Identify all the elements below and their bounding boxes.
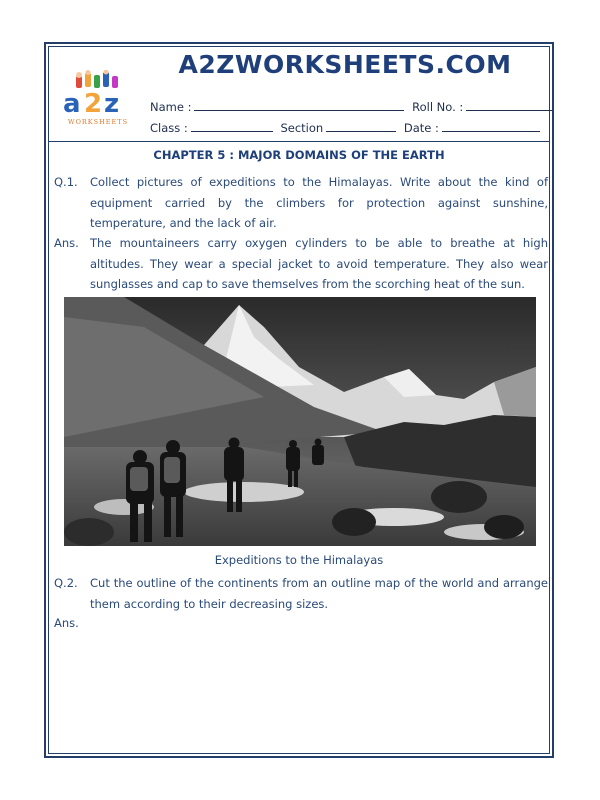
name-blank[interactable] — [194, 99, 404, 111]
name-roll-row — [150, 99, 556, 114]
name-label: Name : — [150, 100, 192, 114]
roll-blank[interactable] — [466, 99, 552, 111]
chapter-title: CHAPTER 5 : MAJOR DOMAINS OF THE EARTH — [153, 148, 445, 162]
svg-text:a: a — [63, 89, 81, 119]
question-1-label: Q.1. — [54, 175, 78, 189]
answer-1-text: The mountaineers carry oxygen cylinders to be able to breathe at high altitudes. They wear a special jacket to avoid temperature. They also wear sunglasses and cap to save themselves from the scorching heat of the sun. — [90, 236, 548, 291]
question-1 — [54, 172, 548, 234]
class-label: Class : — [150, 121, 188, 135]
svg-text:z: z — [104, 89, 120, 119]
question-2-text: Cut the outline of the continents from an outline map of the world and arrange them according to their decreasing sizes. — [90, 576, 548, 611]
section-blank[interactable] — [326, 120, 396, 132]
header-divider — [48, 141, 550, 142]
question-2 — [54, 573, 548, 614]
photo-caption: Expeditions to the Himalayas — [214, 553, 384, 567]
answer-1-label: Ans. — [54, 236, 79, 250]
svg-text:2: 2 — [84, 89, 103, 119]
svg-text:WORKSHEETS: WORKSHEETS — [67, 118, 129, 126]
himalaya-expedition-photo — [64, 297, 536, 546]
date-blank[interactable] — [442, 120, 540, 132]
site-title: A2ZWORKSHEETS.COM — [178, 50, 512, 79]
section-label: Section — [280, 121, 324, 135]
question-1-text: Collect pictures of expeditions to the Himalayas. Write about the kind of equipment carried by the climbers for protection against sunshine, temperature, and the lack of air. — [90, 175, 548, 230]
answer-2-label: Ans. — [54, 616, 79, 630]
question-2-label: Q.2. — [54, 576, 78, 590]
answer-1 — [54, 233, 548, 295]
class-blank[interactable] — [191, 120, 273, 132]
a2z-logo — [58, 70, 138, 130]
date-label: Date : — [403, 121, 439, 135]
roll-label: Roll No. : — [412, 100, 464, 114]
class-section-date-row — [150, 120, 544, 135]
